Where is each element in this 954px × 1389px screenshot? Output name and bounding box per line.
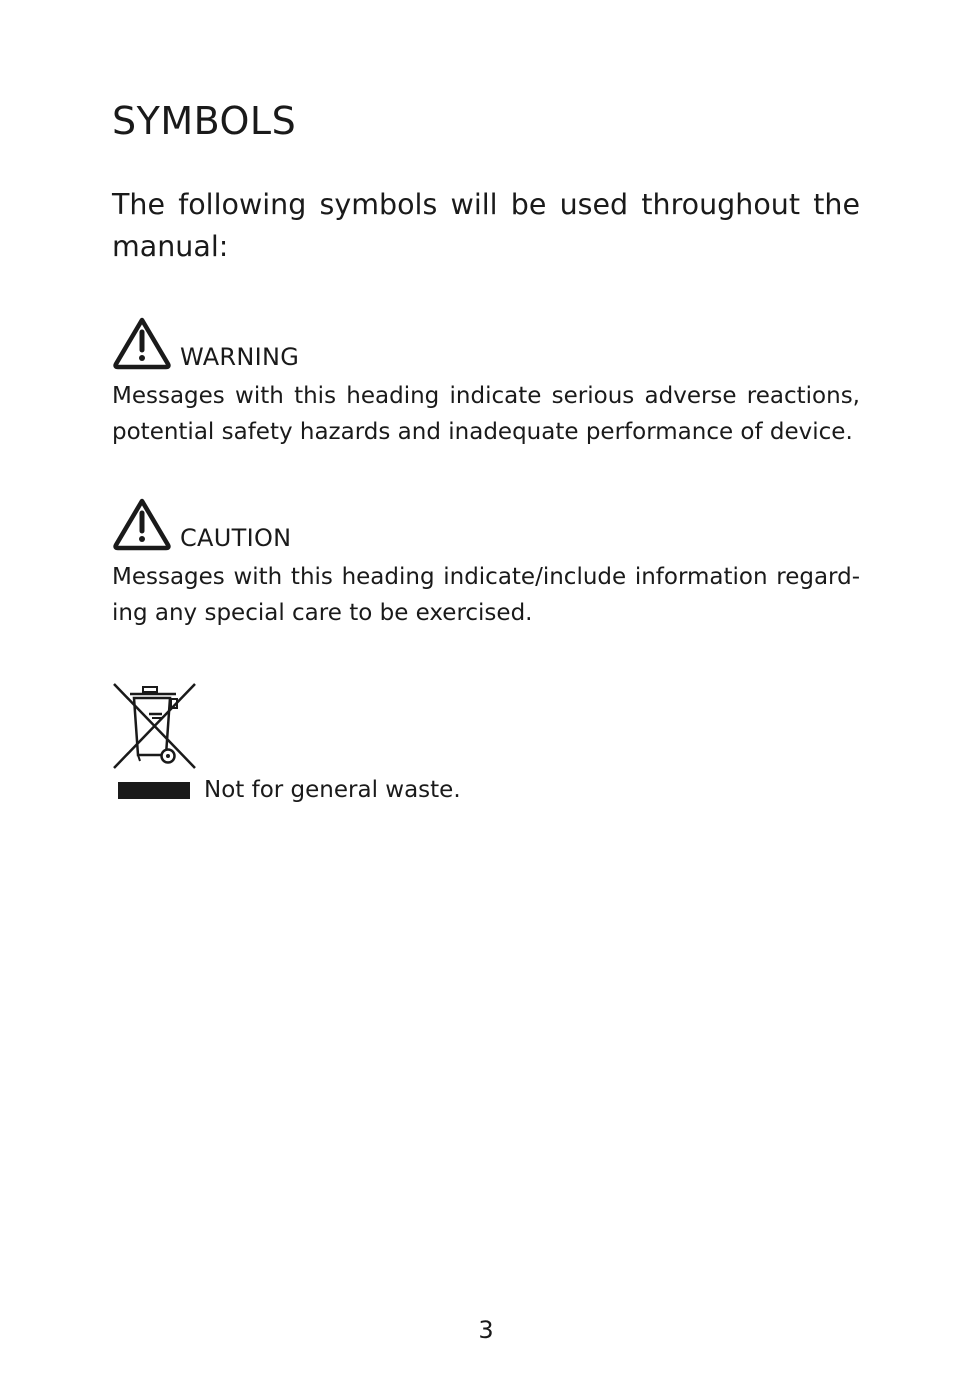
warning-heading: WARNING <box>180 343 300 371</box>
caution-description: Messages with this heading indicate/include information regard-ing any special care to be exercised. <box>112 564 860 626</box>
weee-section <box>112 681 860 805</box>
weee-label-row <box>112 775 860 805</box>
weee-label: Not for general waste. <box>204 777 461 803</box>
weee-black-bar <box>118 782 190 799</box>
warning-description: Messages with this heading indicate serious adverse reactions, potential safety hazards and inadequate performance of device. <box>112 383 860 445</box>
caution-section <box>112 493 860 631</box>
caution-heading-row <box>112 493 860 551</box>
warning-triangle-icon <box>112 316 172 370</box>
caution-triangle-icon <box>112 497 172 551</box>
crossed-out-wheelie-bin-icon <box>112 681 198 771</box>
warning-heading-row <box>112 312 860 370</box>
warning-section <box>112 312 860 450</box>
page-number: 3 <box>478 1316 494 1344</box>
intro-paragraph: The following symbols will be used throughout the manual: <box>112 188 860 263</box>
page-title: SYMBOLS <box>112 99 297 143</box>
caution-heading: CAUTION <box>180 524 292 552</box>
